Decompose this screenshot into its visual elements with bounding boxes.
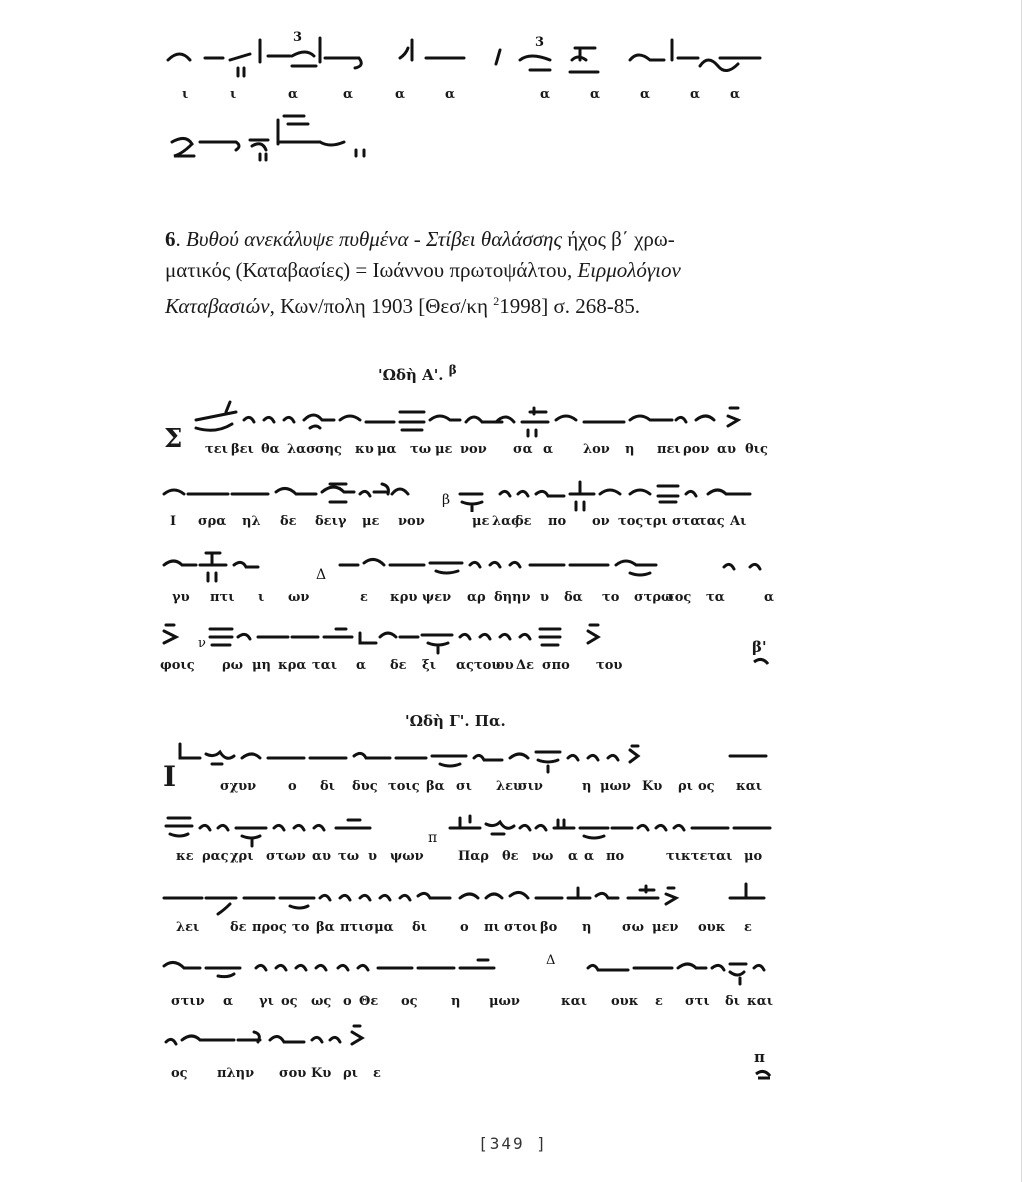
syllable-line-ode3-1: σχυν ο δι δυς τοις βα σι λευ σιν η μων Κυ ρι ος και bbox=[220, 779, 763, 794]
neume-line-ode3-4 bbox=[160, 950, 780, 990]
svg-text:ν: ν bbox=[198, 636, 206, 651]
mark-3-b: 3 bbox=[535, 35, 545, 50]
syllable-line-ode1-3: γυ πτι ι ων ε κρυ ψεν αρ δη ην υ δα το στρω τος τα α bbox=[172, 590, 775, 605]
neume-line-top-2 bbox=[160, 112, 780, 167]
ode-3-end-mark: π bbox=[754, 1048, 774, 1080]
syllable-line-ode3-4: στιν α γι ος ως ο Θε ος η μων και ουκ ε στι δι και bbox=[171, 994, 774, 1009]
syllable-line-top: ι ι α α α α α α α α α bbox=[182, 87, 741, 102]
caption-number: 6 bbox=[165, 227, 176, 251]
neume-line-ode1-2 bbox=[160, 472, 780, 512]
caption-book-title: Ειρμολόγιον bbox=[577, 258, 681, 282]
syllable-line-ode1-2: Ι σρα ηλ δε δειγ με νον με λας δε πο ον τος τρι στα τας Αι bbox=[170, 514, 747, 529]
ode-1-title: 'Ωδὴ Α'. $^\beta$ bbox=[378, 363, 457, 384]
syllable-line-ode1-1: τει βει θα λασ σης κυ μα τω με νον σα α λον η πει ρον αυ θις bbox=[205, 442, 768, 457]
example-caption: 6. Βυθού ανεκάλυψε πυθμένα - Στίβει θαλάσσης ήχος β΄ χρω- ματικός (Καταβασίες) = Ιωάννου πρωτοψάλτου, Ειρμολόγιον Καταβασιών, Κων/πολη 1903 [Θεσ/κη $^2$1998] σ. 268-85. bbox=[165, 227, 681, 318]
page-border bbox=[1021, 0, 1022, 1182]
syllable-line-ode3-2: κε ρας χρι στων αυ τω υ ψων Παρ θε νω α α πο τικτεται μο bbox=[176, 849, 763, 864]
syllable-line-ode3-5: ος πλην σου Κυ ρι ε bbox=[171, 1066, 381, 1081]
ode-1-end-mark: β' bbox=[752, 638, 772, 668]
neume-line-ode3-3 bbox=[160, 880, 780, 920]
neume-line-ode3-1 bbox=[160, 738, 780, 778]
caption-title: Βυθού ανεκάλυψε πυθμένα - Στίβει θαλάσσης bbox=[186, 227, 563, 251]
svg-text:Δ: Δ bbox=[316, 567, 327, 583]
neume-line-top-1 bbox=[160, 30, 780, 85]
syllable-line-ode1-4: φοις ρω μη κρα ται α δε ξι ας του ου Δε σπο του bbox=[160, 658, 623, 673]
ode-1-initial: Σ bbox=[164, 424, 183, 454]
ode-3-mode-sign: Πα. bbox=[474, 712, 506, 730]
neume-line-ode3-2 bbox=[160, 810, 780, 850]
ode-3-initial: Ι bbox=[163, 760, 177, 793]
ode-1-mode-sign: β bbox=[448, 363, 457, 377]
neume-line-ode1-4 bbox=[160, 617, 780, 657]
syllable-line-ode3-3: λει δε προς το βα πτισμα δι ο πι στοι βο η σω μεν ουκ ε bbox=[176, 920, 752, 935]
neume-line-ode1-3 bbox=[160, 545, 780, 585]
neume-line-ode3-5 bbox=[160, 1022, 780, 1062]
neume-line-ode1-1 bbox=[160, 398, 780, 438]
svg-text:π: π bbox=[428, 830, 438, 846]
svg-text:Δ: Δ bbox=[546, 953, 556, 968]
ode-3-title: 'Ωδὴ Γ'. Πα. bbox=[405, 712, 506, 730]
svg-text:β: β bbox=[442, 492, 451, 508]
page-number: [349 ] bbox=[478, 1134, 548, 1153]
mark-3-a: 3 bbox=[293, 30, 303, 45]
